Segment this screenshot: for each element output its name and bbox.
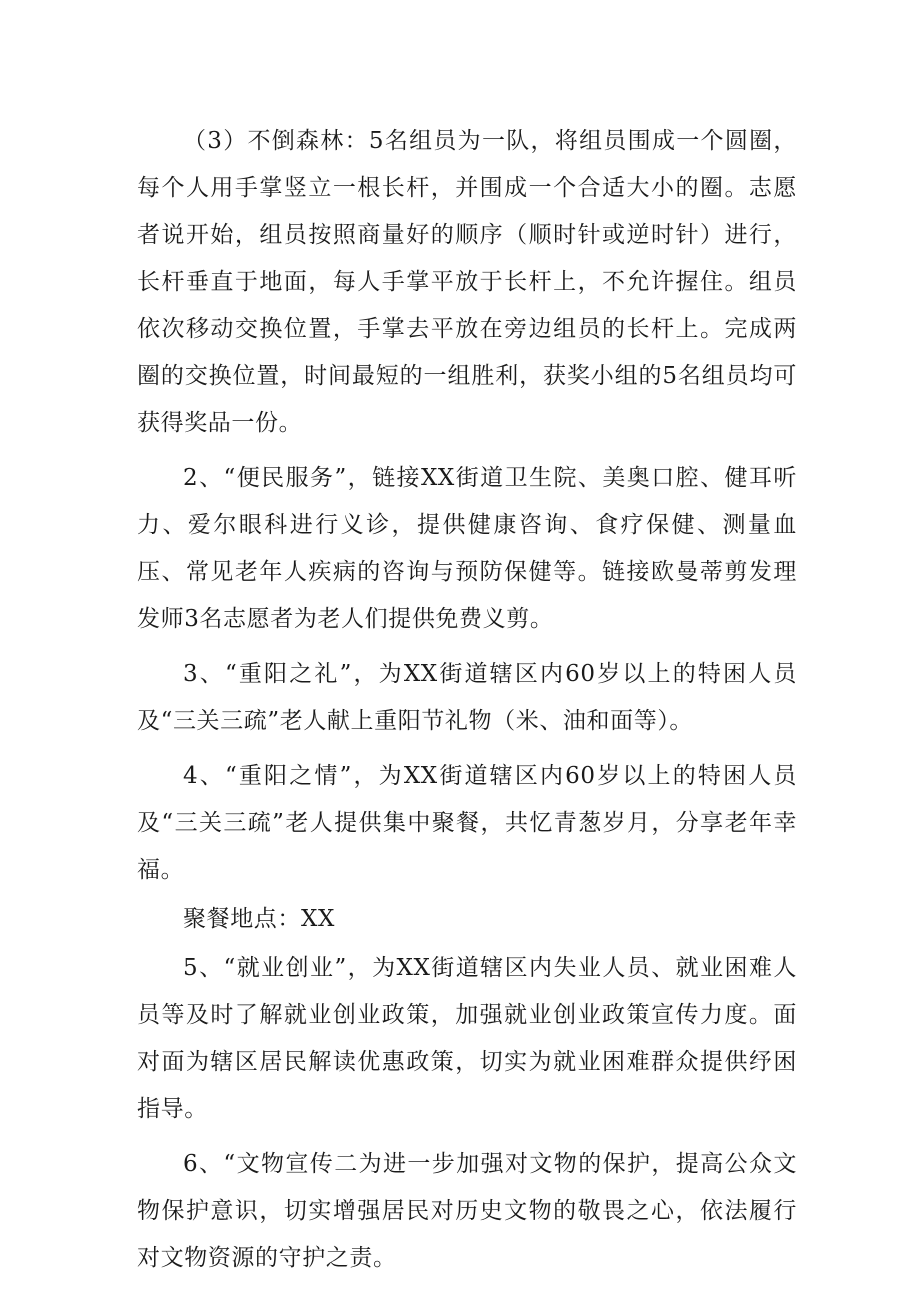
paragraph-double-ninth-gift: 3、“重阳之礼”，为XX街道辖区内60岁以上的特困人员及“三关三疏”老人献上重阳节礼物（米、油和面等）。 bbox=[137, 661, 797, 734]
document-body bbox=[137, 118, 797, 1290]
paragraph-not-falling-forest: （3）不倒森林：5名组员为一队，将组员围成一个圆圈，每个人用手掌竖立一根长杆，并围成一个合适大小的圈。志愿者说开始，组员按照商量好的顺序（顺时针或逆时针）进行，长杆垂直于地面，每人手掌平放于长杆上，不允许握住。组员依次移动交换位置，手掌去平放在旁边组员的长杆上。完成两圈的交换位置，时间最短的一组胜利，获奖小组的5名组员均可获得奖品一份。 bbox=[137, 128, 797, 436]
paragraph-double-ninth-affection: 4、“重阳之情”，为XX街道辖区内60岁以上的特困人员及“三关三疏”老人提供集中聚餐，共忆青葱岁月，分享老年幸福。 bbox=[137, 763, 797, 883]
paragraph-dinner-location: 聚餐地点：XX bbox=[183, 906, 335, 932]
paragraph-cultural-relics: 6、“文物宣传二为进一步加强对文物的保护，提高公众文物保护意识，切实增强居民对历史文物的敬畏之心，依法履行对文物资源的守护之责。 bbox=[137, 1151, 797, 1271]
paragraph-employment: 5、“就业创业”，为XX街道辖区内失业人员、就业困难人员等及时了解就业创业政策，加强就业创业政策宣传力度。面对面为辖区居民解读优惠政策，切实为就业困难群众提供纾困指导。 bbox=[137, 955, 797, 1122]
paragraph-convenience-service: 2、“便民服务”，链接XX街道卫生院、美奥口腔、健耳听力、爱尔眼科进行义诊，提供健康咨询、食疗保健、测量血压、常见老年人疾病的咨询与预防保健等。链接欧曼蒂剪发理发师3名志愿者为老人们提供免费义剪。 bbox=[137, 465, 797, 632]
